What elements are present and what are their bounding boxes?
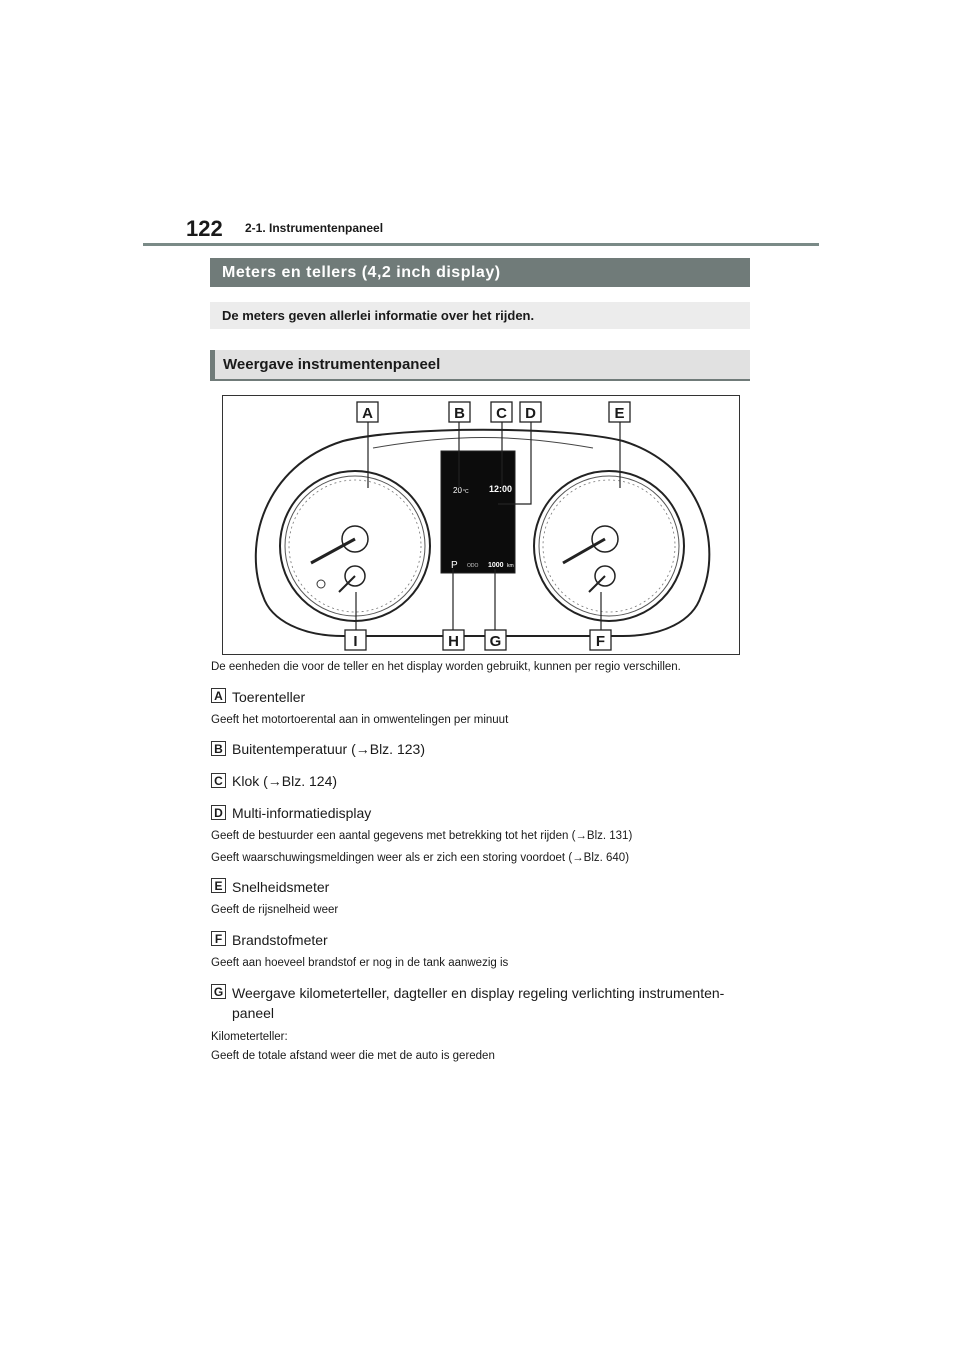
- instrument-panel-figure: [222, 395, 740, 655]
- section-title: Meters en tellers (4,2 inch display): [210, 258, 750, 287]
- figure-label-d: D: [525, 405, 536, 422]
- speedometer-gauge: [534, 471, 684, 621]
- item-desc-a: Geeft het motortoerental aan in omwentelingen per minuut: [211, 714, 509, 726]
- item-desc-e: Geeft de rijsnelheid weer: [211, 904, 339, 916]
- item-title-d: Multi-informatiedisplay: [232, 805, 372, 821]
- figure-label-b: B: [454, 405, 465, 422]
- tachometer-gauge: [280, 471, 430, 621]
- figure-label-h: H: [448, 633, 459, 650]
- item-title-b: Buitentemperatuur (→Blz. 123): [232, 741, 425, 757]
- item-title-a: Toerenteller: [232, 689, 306, 705]
- item-desc-g-1: Kilometerteller:: [211, 1031, 288, 1043]
- figure-label-i: I: [353, 633, 358, 650]
- multi-info-display: [441, 451, 515, 573]
- display-odo-value: 1000: [488, 562, 504, 569]
- figure-label-a: A: [362, 405, 373, 422]
- item-desc-d-2: Geeft waarschuwingsmeldingen weer als er zich een storing voordoet (→Blz. 640): [211, 852, 630, 864]
- item-title-c: Klok (→Blz. 124): [232, 773, 338, 789]
- item-desc-d-1: Geeft de bestuurder een aantal gegevens met betrekking tot het rijden (→Blz. 131): [211, 830, 633, 842]
- item-badge-g: G: [211, 984, 226, 999]
- figure-label-g: G: [489, 633, 502, 650]
- item-badge-d: D: [211, 805, 226, 820]
- display-odo-unit: km: [507, 563, 514, 569]
- display-clock: 12:00: [489, 484, 513, 494]
- item-badge-f: F: [211, 931, 226, 946]
- item-badge-c: C: [211, 773, 226, 788]
- page-number: 122: [186, 216, 223, 241]
- item-title-e: Snelheidsmeter: [232, 879, 330, 895]
- display-odo-prefix: ODO: [467, 563, 479, 569]
- instrument-panel-illustration: [223, 396, 741, 656]
- intro-text: De meters geven allerlei informatie over het rijden.: [210, 302, 750, 329]
- item-title-f: Brandstofmeter: [232, 932, 328, 948]
- item-desc-f: Geeft aan hoeveel brandstof er nog in de tank aanwezig is: [211, 957, 509, 969]
- units-note: De eenheden die voor de teller en het display worden gebruikt, kunnen per regio verschillen.: [211, 661, 681, 673]
- item-desc-g-2: Geeft de totale afstand weer die met de auto is gereden: [211, 1050, 495, 1062]
- section-reference: 2-1. Instrumentenpaneel: [245, 221, 384, 235]
- item-badge-b: B: [211, 741, 226, 756]
- subsection-title: Weergave instrumentenpaneel: [210, 350, 750, 381]
- display-temperature-unit: °C: [463, 489, 469, 495]
- figure-label-c: C: [496, 405, 507, 422]
- item-badge-e: E: [211, 878, 226, 893]
- item-title-g: Weergave kilometerteller, dagteller en display regeling verlichting instrumenten-paneel: [232, 985, 725, 1021]
- display-gear: P: [451, 560, 458, 571]
- figure-labels-bottom: [345, 630, 611, 650]
- figure-label-f: F: [595, 633, 606, 650]
- header-rule: [143, 243, 819, 246]
- figure-label-e: E: [614, 405, 625, 422]
- display-temperature: 20: [453, 486, 462, 495]
- item-badge-a: A: [211, 688, 226, 703]
- figure-labels-top: [357, 402, 630, 422]
